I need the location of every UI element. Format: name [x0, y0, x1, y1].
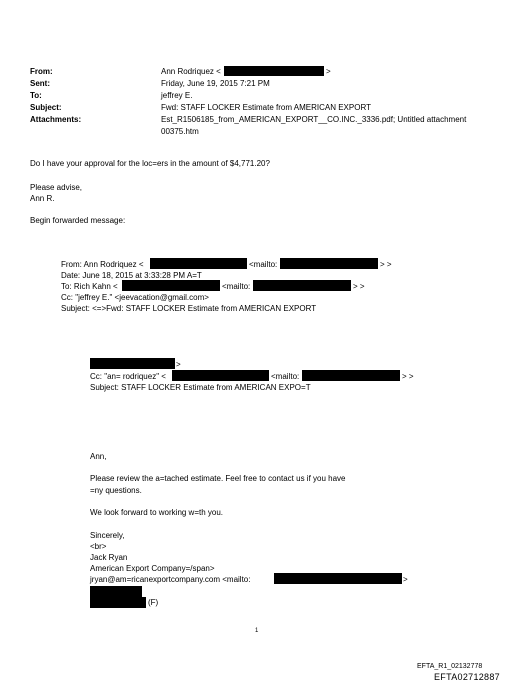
redaction — [280, 258, 378, 269]
fwd1-date: Date: June 18, 2015 at 3:33:28 PM A=T — [61, 271, 202, 280]
attachments-line1: Est_R1506185_from_AMERICAN_EXPORT__CO.INC._3336.pdf; Untitled attachment — [161, 115, 467, 124]
to-label: To: — [30, 91, 42, 100]
fwd2-top-end: > — [176, 360, 181, 369]
sender-name: Jack Ryan — [90, 553, 128, 562]
redaction — [172, 370, 269, 381]
fwd2-cc-end: > > — [402, 372, 414, 381]
redaction — [90, 586, 142, 597]
redaction — [224, 66, 324, 76]
sent-label: Sent: — [30, 79, 50, 88]
advise-line: Please advise, — [30, 183, 83, 192]
redaction — [302, 370, 400, 381]
redaction — [122, 280, 220, 291]
from-end: > — [326, 67, 331, 76]
attachments-label: Attachments: — [30, 115, 82, 124]
redaction — [274, 573, 402, 584]
subject-label: Subject: — [30, 103, 62, 112]
begin-forwarded: Begin forwarded message: — [30, 216, 126, 225]
bates-number-1: EFTA_R1_02132778 — [417, 663, 483, 670]
redaction — [253, 280, 351, 291]
redaction — [90, 358, 175, 369]
redaction — [150, 258, 247, 269]
fwd1-from-end: > > — [380, 260, 392, 269]
fwd1-cc: Cc: "jeffrey E." <jeevacation@gmail.com> — [61, 293, 209, 302]
sender-email-end: > — [403, 575, 408, 584]
subject-value: Fwd: STAFF LOCKER Estimate from AMERICAN EXPORT — [161, 103, 371, 112]
sender-company: American Export Company=/span> — [90, 564, 215, 573]
fax-label: (F) — [148, 598, 159, 607]
to-value: jeffrey E. — [161, 91, 193, 100]
greeting: Ann, — [90, 452, 107, 461]
fwd1-from-mailto: <mailto: — [249, 260, 278, 269]
sincerely: Sincerely, — [90, 531, 125, 540]
message-line1: Please review the a=tached estimate. Feel free to contact us if you have — [90, 474, 346, 483]
redaction — [90, 597, 146, 608]
sender-email: jryan@am=ricanexportcompany.com <mailto: — [90, 575, 251, 584]
fwd2-cc: Cc: "an= rodriquez" < — [90, 372, 166, 381]
bates-number-2: EFTA02712887 — [434, 672, 500, 682]
fwd2-subject: Subject: STAFF LOCKER Estimate from AMERICAN EXPO=T — [90, 383, 311, 392]
fwd1-subject: Subject: <=>Fwd: STAFF LOCKER Estimate from AMERICAN EXPORT — [61, 304, 317, 313]
fwd1-to-mailto: <mailto: — [222, 282, 251, 291]
fwd1-to-end: > > — [353, 282, 365, 291]
from-value: Ann Rodriquez < — [161, 67, 221, 76]
fwd1-from: From: Ann Rodriquez < — [61, 260, 144, 269]
fwd2-cc-mailto: <mailto: — [271, 372, 300, 381]
sent-value: Friday, June 19, 2015 7:21 PM — [161, 79, 270, 88]
page-number: 1 — [255, 628, 259, 634]
approval-question: Do I have your approval for the loc=ers in the amount of $4,771.20? — [30, 159, 270, 168]
from-label: From: — [30, 67, 53, 76]
message-line2: =ny questions. — [90, 486, 142, 495]
attachments-line2: 00375.htm — [161, 127, 199, 136]
fwd1-to: To: Rich Kahn < — [61, 282, 118, 291]
br-tag: <br> — [90, 542, 107, 551]
message-line3: We look forward to working w=th you. — [90, 508, 224, 517]
signoff-line: Ann R. — [30, 194, 55, 203]
